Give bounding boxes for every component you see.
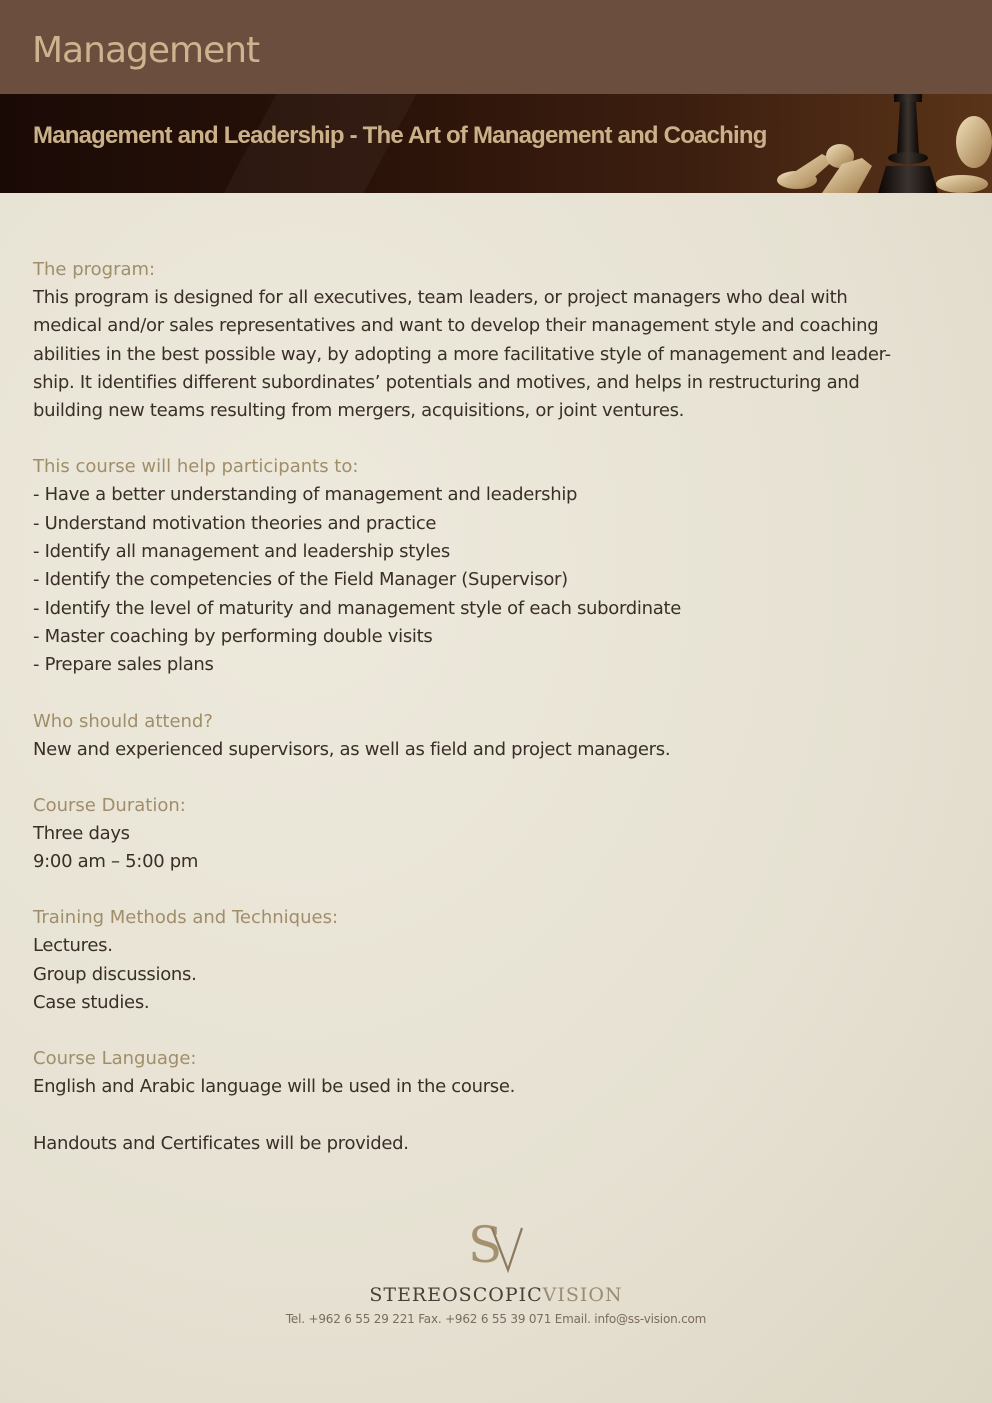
list-item: Lectures. [33,935,113,957]
language-heading: Course Language: [33,1048,197,1070]
list-item: Case studies. [33,992,150,1014]
program-line: This program is designed for all executives, team leaders, or project managers who deal with [33,287,848,308]
audience-heading: Who should attend? [33,710,213,732]
methods-heading: Training Methods and Techniques: [33,907,339,929]
program-line: ship. It identifies different subordinates’ potentials and motives, and helps in restructuring and [33,371,860,393]
page-title: Management [32,30,260,71]
program-description [33,284,933,425]
course-title: Management and Leadership - The Art of Management and Coaching [33,122,767,149]
objectives-section [33,453,933,679]
objectives-list [33,481,933,679]
duration-details [33,820,933,877]
list-item: - Master coaching by performing double visits [33,625,433,647]
list-item: - Prepare sales plans [33,654,214,676]
program-section [33,256,933,425]
chess-pieces-illustration [762,94,992,193]
contact-info: Tel. +962 6 55 29 221 Fax. +962 6 55 39 071 Email. info@ss-vision.com [285,1312,707,1326]
duration-days: Three days [33,822,130,844]
duration-heading: Course Duration: [33,794,186,816]
list-item: - Identify all management and leadership styles [33,541,450,563]
list-item: - Identify the competencies of the Field Manager (Supervisor) [33,569,568,591]
handouts-text: Handouts and Certificates will be provided. [33,1132,409,1154]
sv-logo-icon [466,1218,526,1280]
footer [0,1218,992,1326]
duration-section [33,792,933,877]
brand-secondary: VISION [542,1284,623,1306]
methods-list [33,932,933,1017]
course-content [33,256,933,1186]
list-item: - Understand motivation theories and practice [33,512,437,534]
handouts-section [33,1130,933,1158]
methods-section [33,904,933,1017]
objectives-heading: This course will help participants to: [33,456,359,478]
audience-section [33,708,933,764]
list-item: - Have a better understanding of management and leadership [33,484,578,506]
program-heading: The program: [33,259,156,280]
duration-hours: 9:00 am – 5:00 pm [33,851,199,873]
header-bar [0,0,992,94]
brand-primary: STEREOSCOPIC [369,1284,543,1306]
course-banner [0,94,992,193]
list-item: - Identify the level of maturity and management style of each subordinate [33,597,681,619]
language-section [33,1045,933,1101]
program-line: building new teams resulting from mergers, acquisitions, or joint ventures. [33,400,685,422]
brand-name [0,1284,992,1306]
language-text: English and Arabic language will be used in the course. [33,1076,516,1098]
list-item: Group discussions. [33,963,197,985]
audience-text: New and experienced supervisors, as well as field and project managers. [33,738,671,760]
program-line: abilities in the best possible way, by adopting a more facilitative style of management and leader- [33,343,891,365]
logo-letter-s: S [468,1218,503,1274]
program-line: medical and/or sales representatives and want to develop their management style and coaching [33,315,879,337]
